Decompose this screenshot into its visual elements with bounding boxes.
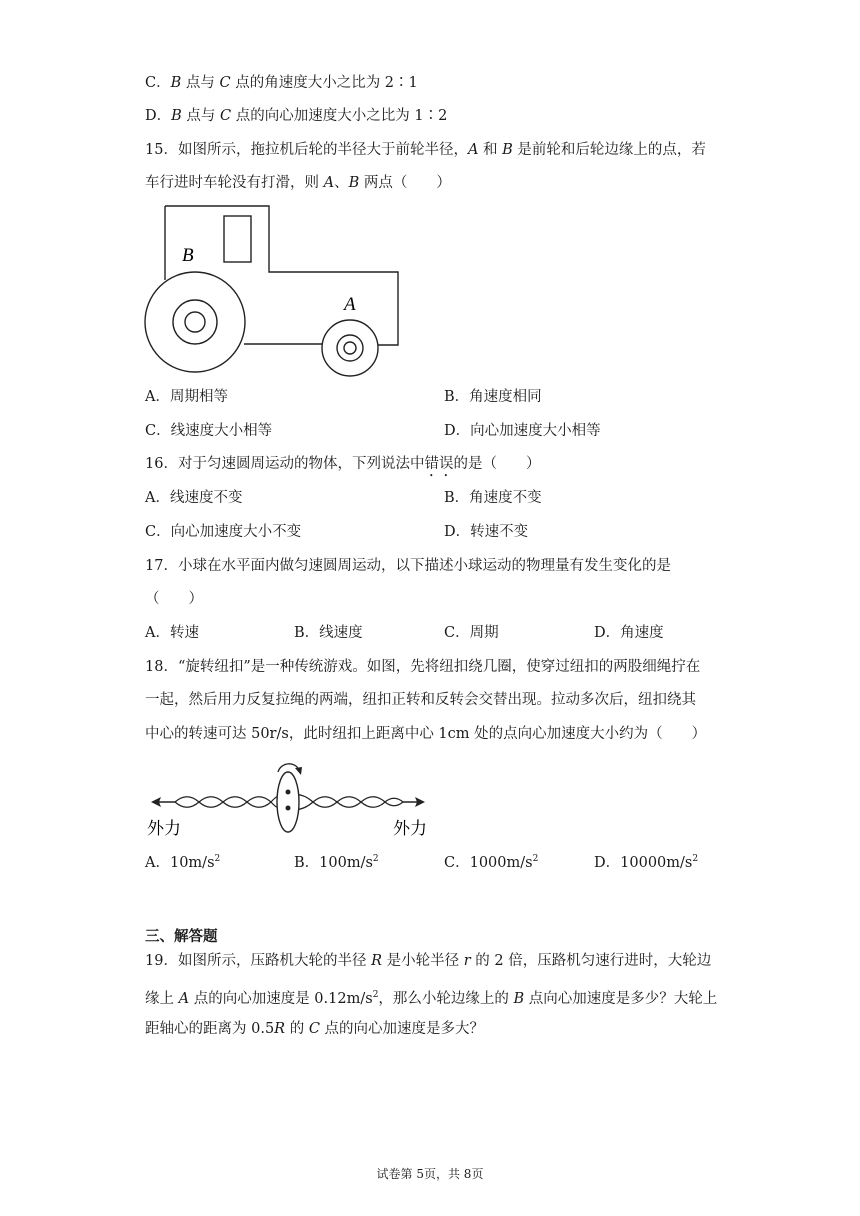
text: 是小轮半径: [381, 953, 464, 969]
q18-stem-line2: 一起，然后用力反复拉绳的两端，纽扣正转和反转会交替出现。拉动多次后，纽扣绕其: [145, 692, 696, 708]
option-label: A．: [145, 490, 170, 506]
option-label: D．: [444, 423, 471, 439]
option-text: 1000m/s: [469, 855, 533, 871]
text: 15．如图所示，拖拉机后轮的半径大于前轮半径，: [145, 142, 468, 158]
text: 点与: [181, 108, 221, 124]
point-a: A: [467, 142, 479, 158]
text: 点与: [181, 75, 220, 91]
option-label: B．: [444, 389, 470, 405]
front-wheel: [322, 320, 378, 376]
option-label: D．: [594, 625, 621, 641]
point-b: B: [513, 991, 525, 1007]
twisted-string-right: [289, 794, 403, 807]
button-disc: [277, 772, 299, 832]
q19-line3: [145, 1019, 484, 1039]
text: 缘上: [145, 991, 179, 1007]
q15-option-c[interactable]: [145, 421, 272, 441]
q14-option-c: [145, 73, 418, 93]
option-text: 10m/s: [169, 855, 215, 871]
q16-option-a[interactable]: [145, 488, 242, 508]
q17-option-d[interactable]: [594, 623, 664, 643]
q18-stem-line1: 18．“旋转纽扣”是一种传统游戏。如图，先将纽扣绕几圈，使穿过纽扣的两股细绳拧在: [145, 659, 701, 675]
option-label: D．: [145, 108, 172, 124]
option-text: 线速度不变: [169, 490, 243, 506]
text: 点向心加速度是多少？大轮上: [524, 991, 718, 1007]
q17-answer-paren: （ ）: [145, 591, 203, 607]
superscript: 2: [372, 990, 379, 1000]
tractor-window: [224, 216, 251, 262]
option-label: B．: [444, 490, 470, 506]
var-r-small: r: [463, 953, 471, 969]
option-text: 周期相等: [169, 389, 228, 405]
text: 和: [478, 142, 503, 158]
text: 点的向心加速度大小之比为 1∶2: [231, 108, 448, 124]
point-b: B: [170, 75, 182, 91]
text: 点的向心加速度是 0.12m/s: [189, 991, 373, 1007]
superscript: 2: [372, 854, 379, 864]
section-title: 三、解答题: [145, 928, 218, 945]
option-label: A．: [145, 389, 170, 405]
option-text: 100m/s: [319, 855, 373, 871]
option-label: D．: [444, 524, 471, 540]
text: 是前轮和后轮边缘上的点，若: [512, 142, 706, 158]
option-text: 周期: [469, 625, 499, 641]
superscript: 2: [214, 854, 221, 864]
q15-stem-line2: [145, 173, 451, 193]
option-label: C．: [145, 75, 171, 91]
option-text: 向心加速度大小相等: [470, 423, 601, 439]
text: 两点（ ）: [359, 175, 451, 191]
text: 的 2 倍，压路机匀速行进时，大轮边: [470, 953, 712, 969]
text: ，那么小轮边缘上的: [378, 991, 514, 1007]
label-a: A: [344, 294, 356, 315]
option-text: 角速度: [620, 625, 664, 641]
point-c: C: [220, 108, 232, 124]
option-label: A．: [145, 855, 170, 871]
point-b: B: [348, 175, 360, 191]
option-text: 角速度不变: [469, 490, 542, 506]
rear-wheel: [145, 272, 245, 372]
option-text: 向心加速度大小不变: [170, 524, 302, 540]
option-text: 转速: [169, 625, 199, 641]
text: 距轴心的距离为 0.5: [145, 1021, 275, 1037]
point-a: A: [178, 991, 190, 1007]
option-label: C．: [444, 855, 470, 871]
point-a: A: [323, 175, 335, 191]
point-b: B: [502, 142, 513, 158]
text: 车行进时车轮没有打滑，则: [145, 175, 324, 191]
q15-option-b[interactable]: [444, 387, 542, 407]
option-label: C．: [145, 423, 171, 439]
emphasized-text: 错误: [424, 456, 454, 472]
var-r-big: R: [274, 1021, 286, 1037]
text: 的: [285, 1021, 309, 1037]
option-text: 线速度大小相等: [170, 423, 273, 439]
q19-line2: [145, 985, 717, 1009]
q19-line1: [145, 951, 711, 971]
text: 16．对于匀速圆周运动的物体，下列说法中: [145, 456, 425, 472]
option-label: A．: [145, 625, 170, 641]
superscript: 2: [692, 854, 699, 864]
option-text: 线速度: [319, 625, 363, 641]
text: 的是（ ）: [453, 456, 541, 472]
left-force-label: 外力: [147, 819, 181, 839]
point-c: C: [219, 75, 231, 91]
right-force-label: 外力: [393, 819, 427, 839]
q15-stem-line1: [145, 140, 706, 160]
point-b: B: [171, 108, 182, 124]
q18-option-a[interactable]: [145, 849, 220, 873]
page-footer: 试卷第 5页，共 8页: [376, 1167, 484, 1181]
option-label: D．: [594, 855, 621, 871]
option-text: 转速不变: [470, 524, 529, 540]
point-c: C: [308, 1021, 320, 1037]
option-label: B．: [294, 625, 320, 641]
q18-option-b[interactable]: [294, 849, 379, 873]
var-r-big: R: [371, 953, 382, 969]
option-text: 10000m/s: [620, 855, 693, 871]
q16-stem: [145, 454, 540, 480]
option-label: C．: [145, 524, 171, 540]
q18-option-c[interactable]: [444, 849, 538, 873]
q15-option-d[interactable]: [444, 421, 601, 441]
q17-option-a[interactable]: [145, 623, 199, 643]
spinning-button-figure: [145, 755, 445, 840]
q17-stem: 17．小球在水平面内做匀速圆周运动，以下描述小球运动的物理量有发生变化的是: [145, 558, 671, 574]
q17-option-b[interactable]: [294, 623, 363, 643]
q16-option-b[interactable]: [444, 488, 542, 508]
text: 、: [334, 175, 349, 191]
text: 19．如图所示，压路机大轮的半径: [145, 953, 372, 969]
q16-option-d[interactable]: [444, 522, 528, 542]
q14-option-d: [145, 106, 447, 126]
label-b: B: [182, 245, 194, 266]
q18-option-d[interactable]: [594, 849, 698, 873]
text: 点的角速度大小之比为 2∶1: [230, 75, 418, 91]
option-label: B．: [294, 855, 320, 871]
option-text: 角速度相同: [469, 389, 542, 405]
option-label: C．: [444, 625, 470, 641]
tractor-figure: [140, 200, 410, 375]
superscript: 2: [532, 854, 539, 864]
text: 点的向心加速度是多大？: [319, 1021, 485, 1037]
q17-option-c[interactable]: [444, 623, 499, 643]
q15-option-a[interactable]: [145, 387, 228, 407]
q18-stem-line3: 中心的转速可达 50r/s，此时纽扣上距离中心 1cm 处的点向心加速度大小约为（ ）: [145, 726, 707, 742]
q16-option-c[interactable]: [145, 522, 301, 542]
